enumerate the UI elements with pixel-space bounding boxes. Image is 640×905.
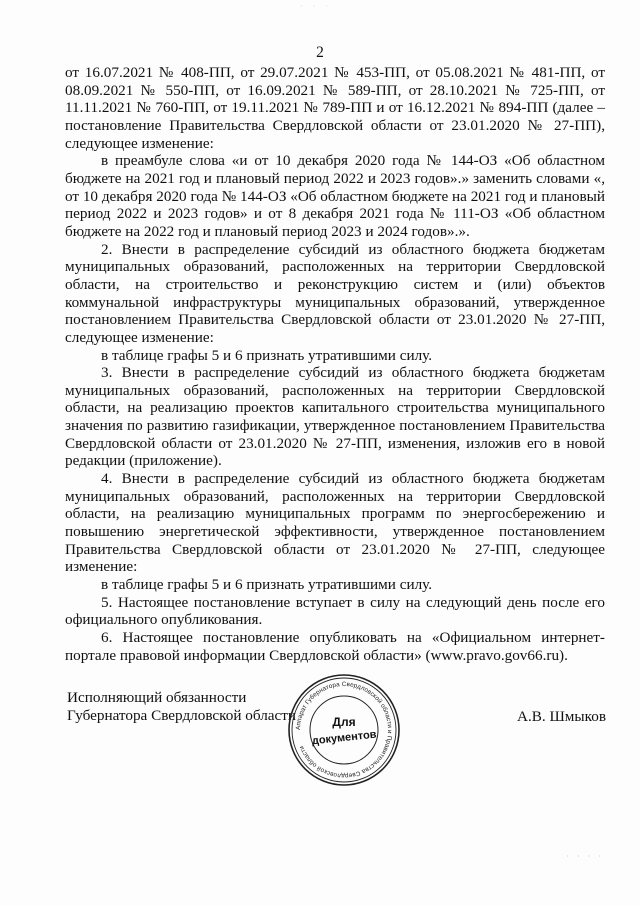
- document-body: [65, 64, 605, 664]
- paragraph-item-4: 4. Внести в распределение субсидий из областного бюджета бюджетам муниципальных образований, расположенных на территории Свердловской области, на реализацию муниципальных программ по энергосбережению и повышению энергетической эффективности, утвержденное постановлением Правительства Свердловской области от 23.01.2020 № 27-ПП, следующее изменение:: [65, 470, 605, 576]
- signature-position-line1: Исполняющий обязанности: [67, 689, 247, 706]
- official-stamp: [286, 672, 402, 788]
- paragraph-item-6: 6. Настоящее постановление опубликовать на «Официальном интернет-портале правовой информации Свердловской области» (www.pravo.gov66.ru).: [65, 629, 605, 664]
- signatory-name: А.В. Шмыков: [517, 708, 606, 725]
- paragraph-item-2-change: в таблице графы 5 и 6 признать утратившими силу.: [101, 346, 433, 364]
- paragraph-item-5: 5. Настоящее постановление вступает в силу на следующий день после его официального опубликования.: [65, 593, 605, 629]
- stamp-center-line2: документов: [311, 728, 378, 748]
- paragraph-preamble-change: в преамбуле слова «и от 10 декабря 2020 года № 144-ОЗ «Об областном бюджете на 2021 год и плановый период 2022 и 2023 годов».» заменить словами «, от 10 декабря 2020 года № 144-ОЗ «Об областном бюджете на 2021 год и плановый период 2022 и 2023 годов» и от 8 декабря 2021 года № 111-ОЗ «Об областном бюджете на 2022 год и плановый период 2023 и 2024 годов».».: [65, 152, 605, 240]
- scan-artifact-top: · · ·: [300, 2, 332, 11]
- paragraph-item-2: 2. Внести в распределение субсидий из областного бюджета бюджетам муниципальных образований, расположенных на территории Свердловской области, на строительство и реконструкцию систем и (или) объектов коммунальной инфраструктуры муниципальных образований, утвержденное постановлением Правительства Свердловской области от 23.01.2020 № 27-ПП, следующее изменение:: [65, 240, 605, 346]
- paragraph-item-3: 3. Внести в распределение субсидий из областного бюджета бюджетам муниципальных образований, расположенных на территории Свердловской области, на реализацию проектов капитального строительства муниципального значения по развитию газификации, утвержденное постановлением Правительства Свердловской области от 23.01.2020 № 27-ПП, изменения, изложив его в новой редакции (приложение).: [65, 364, 605, 470]
- paragraph-item-4-change: в таблице графы 5 и 6 признать утратившими силу.: [101, 576, 433, 594]
- scan-artifact-corner: · · · ·: [566, 852, 604, 861]
- paragraph-resolution-list: от 16.07.2021 № 408-ПП, от 29.07.2021 № 453-ПП, от 05.08.2021 № 481-ПП, от 08.09.2021 № 550-ПП, от 16.09.2021 № 589-ПП, от 28.10.2021 № 725-ПП, от 11.11.2021 № 760-ПП, от 19.11.2021 № 789-ПП и от 16.12.2021 № 894-ПП (далее – постановление Правительства Свердловской области от 23.01.2020 № 27-ПП), следующее изменение:: [65, 64, 605, 152]
- page-number: 2: [316, 44, 324, 61]
- stamp-ring-text: Аппарат Губернатора Свердловской области и Правительства Свердловской области: [294, 680, 394, 780]
- stamp-center-line1: Для: [332, 715, 356, 729]
- signature-position-line2: Губернатора Свердловской области: [67, 707, 297, 724]
